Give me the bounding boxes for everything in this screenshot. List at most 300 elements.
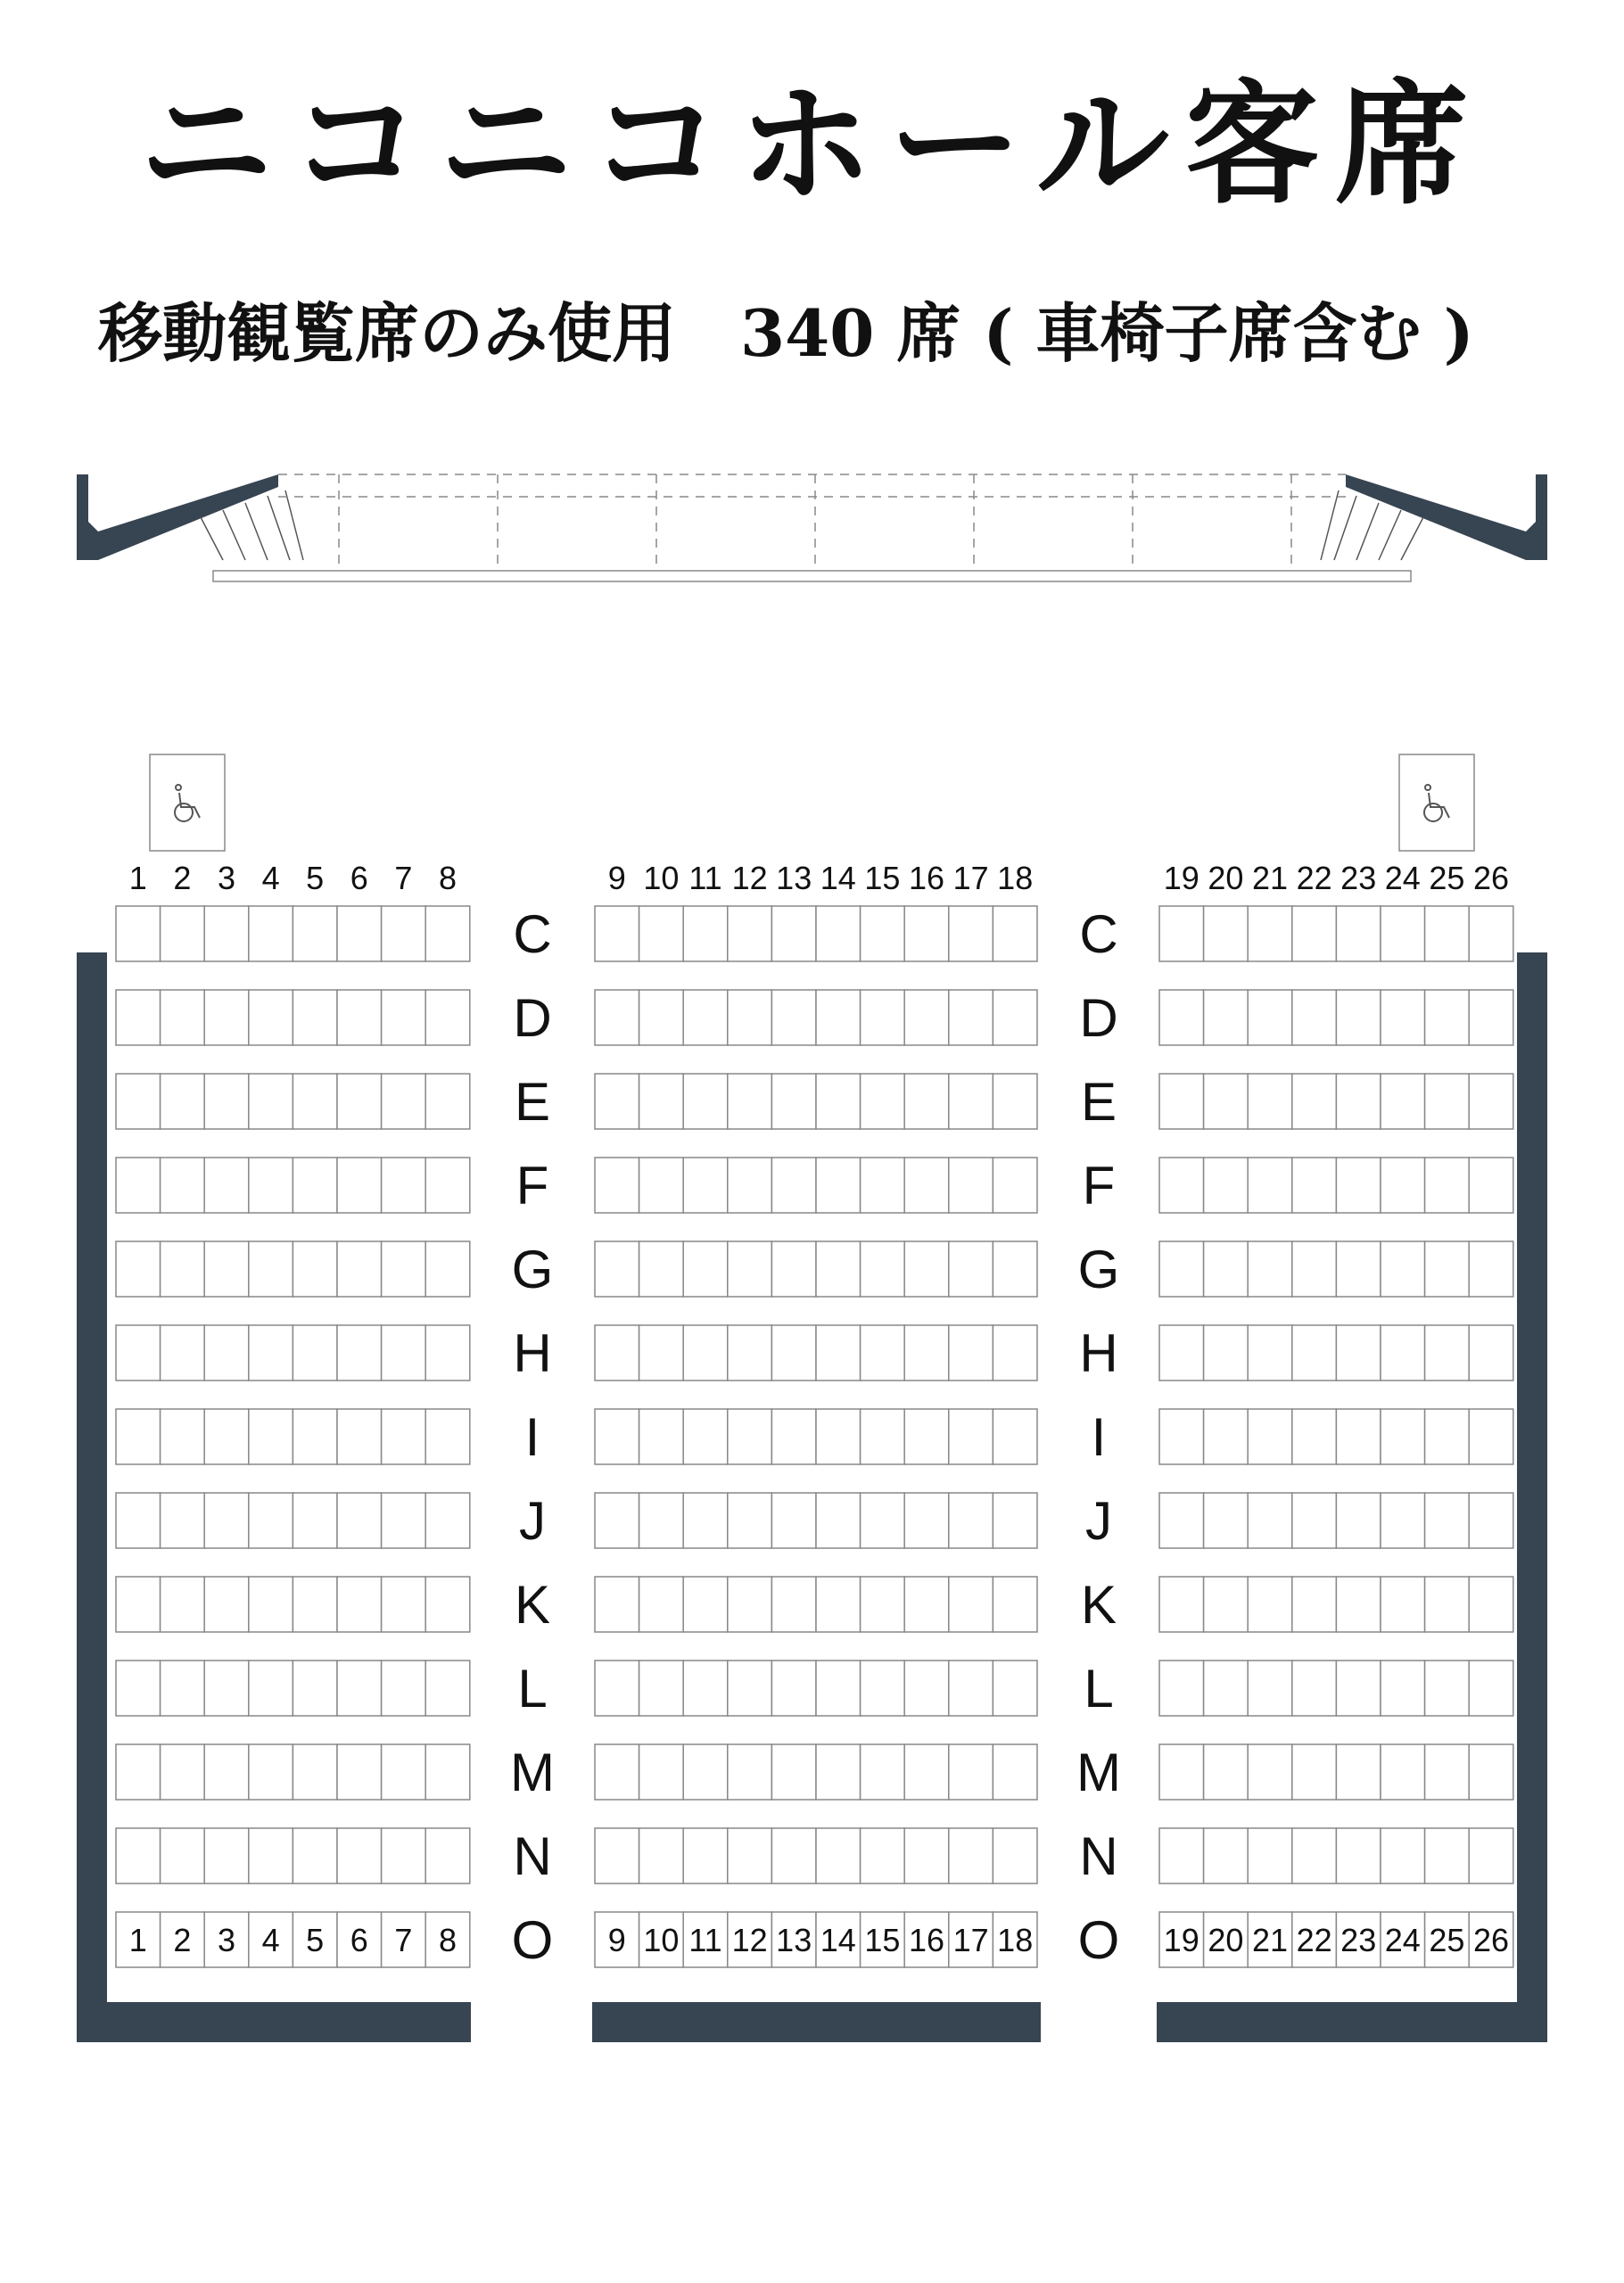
seat[interactable]	[1204, 1661, 1249, 1716]
seat[interactable]	[1336, 1325, 1381, 1381]
seat[interactable]	[595, 906, 639, 961]
seat[interactable]	[1425, 1744, 1470, 1800]
seat[interactable]	[816, 1661, 861, 1716]
seat[interactable]	[1159, 1074, 1204, 1129]
seat[interactable]	[993, 1661, 1037, 1716]
seat[interactable]	[1336, 1158, 1381, 1213]
seat[interactable]	[683, 1409, 728, 1464]
seat[interactable]	[1248, 1828, 1292, 1883]
seat[interactable]	[1336, 1241, 1381, 1297]
seat[interactable]	[1469, 1661, 1513, 1716]
seat[interactable]	[993, 990, 1037, 1045]
seat[interactable]	[861, 1493, 905, 1548]
seat[interactable]	[382, 1828, 426, 1883]
seat[interactable]	[249, 1158, 293, 1213]
seat[interactable]	[1469, 1158, 1513, 1213]
seat[interactable]	[1469, 1493, 1513, 1548]
seat[interactable]	[1381, 1493, 1425, 1548]
seat[interactable]	[425, 1661, 470, 1716]
seat[interactable]	[1469, 1744, 1513, 1800]
seat[interactable]	[1336, 1744, 1381, 1800]
seat[interactable]	[949, 1744, 993, 1800]
seat[interactable]	[204, 1577, 249, 1632]
seat[interactable]	[1425, 1661, 1470, 1716]
seat[interactable]	[1248, 1744, 1292, 1800]
seat[interactable]	[1425, 1325, 1470, 1381]
seat[interactable]	[1469, 1074, 1513, 1129]
seat[interactable]	[728, 1744, 772, 1800]
seat[interactable]	[337, 1661, 382, 1716]
seat[interactable]	[904, 1493, 949, 1548]
seat[interactable]	[1425, 990, 1470, 1045]
seat[interactable]	[425, 1493, 470, 1548]
seat[interactable]	[728, 1158, 772, 1213]
seat[interactable]	[949, 1577, 993, 1632]
seat[interactable]	[1292, 1409, 1337, 1464]
seat[interactable]	[904, 1325, 949, 1381]
seat[interactable]	[382, 990, 426, 1045]
seat[interactable]	[816, 1744, 861, 1800]
seat[interactable]	[993, 1158, 1037, 1213]
seat[interactable]	[204, 1661, 249, 1716]
seat[interactable]	[639, 1493, 684, 1548]
seat[interactable]	[1381, 1325, 1425, 1381]
seat[interactable]	[949, 1493, 993, 1548]
seat[interactable]	[204, 1409, 249, 1464]
seat[interactable]	[1336, 1493, 1381, 1548]
seat[interactable]	[1204, 1493, 1249, 1548]
seat[interactable]	[425, 1409, 470, 1464]
seat[interactable]	[337, 1158, 382, 1213]
seat[interactable]	[816, 990, 861, 1045]
seat[interactable]	[1425, 1577, 1470, 1632]
seat[interactable]	[595, 1744, 639, 1800]
seat[interactable]	[425, 1577, 470, 1632]
seat[interactable]	[1159, 1828, 1204, 1883]
seat[interactable]	[382, 906, 426, 961]
seat[interactable]	[1248, 1074, 1292, 1129]
seat[interactable]	[771, 906, 816, 961]
seat[interactable]	[1204, 1828, 1249, 1883]
seat[interactable]	[1336, 1409, 1381, 1464]
seat[interactable]	[116, 1577, 161, 1632]
seat[interactable]	[1292, 1744, 1337, 1800]
seat[interactable]	[161, 1409, 205, 1464]
seat[interactable]	[1469, 990, 1513, 1045]
seat[interactable]	[249, 906, 293, 961]
seat[interactable]	[728, 1325, 772, 1381]
seat[interactable]	[1204, 906, 1249, 961]
seat[interactable]	[904, 1158, 949, 1213]
seat[interactable]	[816, 1828, 861, 1883]
seat[interactable]	[1381, 1828, 1425, 1883]
seat[interactable]	[1336, 990, 1381, 1045]
seat[interactable]	[293, 1409, 337, 1464]
seat[interactable]	[204, 1158, 249, 1213]
seat[interactable]	[949, 1325, 993, 1381]
seat[interactable]	[861, 1828, 905, 1883]
seat[interactable]	[116, 1409, 161, 1464]
seat[interactable]	[904, 1661, 949, 1716]
seat[interactable]	[1159, 1158, 1204, 1213]
seat[interactable]	[728, 1241, 772, 1297]
seat[interactable]	[249, 1493, 293, 1548]
seat[interactable]	[595, 1661, 639, 1716]
seat[interactable]	[1336, 1074, 1381, 1129]
seat[interactable]	[683, 1241, 728, 1297]
seat[interactable]	[161, 1241, 205, 1297]
seat[interactable]	[993, 1493, 1037, 1548]
seat[interactable]	[161, 1744, 205, 1800]
seat[interactable]	[161, 906, 205, 961]
seat[interactable]	[771, 1661, 816, 1716]
seat[interactable]	[683, 1577, 728, 1632]
seat[interactable]	[1425, 1493, 1470, 1548]
seat[interactable]	[204, 906, 249, 961]
seat[interactable]	[683, 1158, 728, 1213]
seat[interactable]	[1381, 1241, 1425, 1297]
seat[interactable]	[1381, 1074, 1425, 1129]
seat[interactable]	[1292, 1241, 1337, 1297]
seat[interactable]	[337, 1744, 382, 1800]
seat[interactable]	[816, 1241, 861, 1297]
seat[interactable]	[425, 990, 470, 1045]
seat[interactable]	[1336, 1577, 1381, 1632]
seat[interactable]	[861, 906, 905, 961]
seat[interactable]	[204, 1828, 249, 1883]
seat[interactable]	[1292, 906, 1337, 961]
seat[interactable]	[861, 1744, 905, 1800]
seat[interactable]	[1336, 1828, 1381, 1883]
seat[interactable]	[595, 1577, 639, 1632]
seat[interactable]	[993, 1074, 1037, 1129]
seat[interactable]	[949, 1661, 993, 1716]
seat[interactable]	[904, 1074, 949, 1129]
seat[interactable]	[683, 1074, 728, 1129]
seat[interactable]	[1292, 1325, 1337, 1381]
seat[interactable]	[161, 990, 205, 1045]
seat[interactable]	[161, 1493, 205, 1548]
seat[interactable]	[771, 1325, 816, 1381]
seat[interactable]	[771, 1744, 816, 1800]
seat[interactable]	[771, 1158, 816, 1213]
seat[interactable]	[816, 1325, 861, 1381]
seat[interactable]	[161, 1577, 205, 1632]
seat[interactable]	[293, 1828, 337, 1883]
seat[interactable]	[1469, 906, 1513, 961]
seat[interactable]	[683, 990, 728, 1045]
seat[interactable]	[337, 1074, 382, 1129]
seat[interactable]	[293, 1158, 337, 1213]
seat[interactable]	[382, 1241, 426, 1297]
seat[interactable]	[293, 1241, 337, 1297]
seat[interactable]	[1469, 1325, 1513, 1381]
seat[interactable]	[116, 1661, 161, 1716]
seat[interactable]	[1425, 1409, 1470, 1464]
seat[interactable]	[683, 906, 728, 961]
seat[interactable]	[861, 990, 905, 1045]
seat[interactable]	[993, 1409, 1037, 1464]
seat[interactable]	[728, 990, 772, 1045]
seat[interactable]	[816, 1158, 861, 1213]
seat[interactable]	[904, 1409, 949, 1464]
seat[interactable]	[1292, 1074, 1337, 1129]
seat[interactable]	[116, 1158, 161, 1213]
seat[interactable]	[116, 1325, 161, 1381]
seat[interactable]	[249, 1074, 293, 1129]
seat[interactable]	[249, 1828, 293, 1883]
seat[interactable]	[161, 1325, 205, 1381]
seat[interactable]	[771, 1074, 816, 1129]
seat[interactable]	[116, 1744, 161, 1800]
seat[interactable]	[1204, 990, 1249, 1045]
seat[interactable]	[1425, 1828, 1470, 1883]
seat[interactable]	[293, 1744, 337, 1800]
seat[interactable]	[161, 1661, 205, 1716]
seat[interactable]	[728, 1493, 772, 1548]
seat[interactable]	[639, 1409, 684, 1464]
seat[interactable]	[639, 1074, 684, 1129]
seat[interactable]	[293, 1325, 337, 1381]
seat[interactable]	[1159, 1325, 1204, 1381]
seat[interactable]	[293, 1661, 337, 1716]
seat[interactable]	[949, 1409, 993, 1464]
seat[interactable]	[639, 990, 684, 1045]
seat[interactable]	[1204, 1241, 1249, 1297]
seat[interactable]	[1159, 990, 1204, 1045]
seat[interactable]	[204, 990, 249, 1045]
seat[interactable]	[1381, 990, 1425, 1045]
seat[interactable]	[293, 990, 337, 1045]
seat[interactable]	[728, 1828, 772, 1883]
seat[interactable]	[861, 1325, 905, 1381]
seat[interactable]	[337, 990, 382, 1045]
seat[interactable]	[683, 1744, 728, 1800]
seat[interactable]	[1248, 1661, 1292, 1716]
seat[interactable]	[249, 1241, 293, 1297]
seat[interactable]	[116, 1493, 161, 1548]
seat[interactable]	[683, 1661, 728, 1716]
seat[interactable]	[949, 1158, 993, 1213]
seat[interactable]	[382, 1325, 426, 1381]
seat[interactable]	[337, 1409, 382, 1464]
seat[interactable]	[639, 1661, 684, 1716]
seat[interactable]	[993, 1577, 1037, 1632]
seat[interactable]	[1248, 1158, 1292, 1213]
seat[interactable]	[639, 1241, 684, 1297]
seat[interactable]	[1381, 906, 1425, 961]
seat[interactable]	[382, 1493, 426, 1548]
seat[interactable]	[728, 1661, 772, 1716]
seat[interactable]	[1248, 1325, 1292, 1381]
seat[interactable]	[816, 1577, 861, 1632]
seat[interactable]	[1292, 1661, 1337, 1716]
seat[interactable]	[249, 1409, 293, 1464]
seat[interactable]	[816, 906, 861, 961]
seat[interactable]	[639, 1828, 684, 1883]
seat[interactable]	[425, 1744, 470, 1800]
seat[interactable]	[382, 1074, 426, 1129]
seat[interactable]	[816, 1493, 861, 1548]
seat[interactable]	[116, 1828, 161, 1883]
seat[interactable]	[1204, 1074, 1249, 1129]
seat[interactable]	[204, 1744, 249, 1800]
seat[interactable]	[904, 990, 949, 1045]
seat[interactable]	[1292, 1828, 1337, 1883]
seat[interactable]	[116, 1074, 161, 1129]
seat[interactable]	[425, 1325, 470, 1381]
seat[interactable]	[1204, 1325, 1249, 1381]
seat[interactable]	[949, 990, 993, 1045]
seat[interactable]	[904, 1241, 949, 1297]
seat[interactable]	[904, 1828, 949, 1883]
seat[interactable]	[861, 1577, 905, 1632]
seat[interactable]	[116, 990, 161, 1045]
seat[interactable]	[595, 1828, 639, 1883]
seat[interactable]	[639, 906, 684, 961]
seat[interactable]	[293, 1577, 337, 1632]
seat[interactable]	[595, 1074, 639, 1129]
seat[interactable]	[249, 1661, 293, 1716]
seat[interactable]	[816, 1409, 861, 1464]
seat[interactable]	[771, 1493, 816, 1548]
seat[interactable]	[683, 1325, 728, 1381]
seat[interactable]	[993, 1325, 1037, 1381]
seat[interactable]	[337, 1828, 382, 1883]
seat[interactable]	[337, 1241, 382, 1297]
seat[interactable]	[595, 1241, 639, 1297]
seat[interactable]	[683, 1828, 728, 1883]
seat[interactable]	[1425, 1158, 1470, 1213]
seat[interactable]	[949, 1828, 993, 1883]
seat[interactable]	[1292, 1158, 1337, 1213]
seat[interactable]	[1248, 1493, 1292, 1548]
seat[interactable]	[683, 1493, 728, 1548]
seat[interactable]	[116, 906, 161, 961]
seat[interactable]	[1159, 1744, 1204, 1800]
seat[interactable]	[1204, 1577, 1249, 1632]
seat[interactable]	[639, 1158, 684, 1213]
seat[interactable]	[949, 906, 993, 961]
seat[interactable]	[249, 990, 293, 1045]
seat[interactable]	[425, 1241, 470, 1297]
seat[interactable]	[861, 1158, 905, 1213]
seat[interactable]	[861, 1074, 905, 1129]
seat[interactable]	[728, 1409, 772, 1464]
seat[interactable]	[1292, 990, 1337, 1045]
seat[interactable]	[204, 1493, 249, 1548]
seat[interactable]	[595, 990, 639, 1045]
seat[interactable]	[1248, 990, 1292, 1045]
seat[interactable]	[1204, 1744, 1249, 1800]
seat[interactable]	[993, 906, 1037, 961]
seat[interactable]	[771, 1241, 816, 1297]
seat[interactable]	[1159, 1241, 1204, 1297]
seat[interactable]	[1292, 1493, 1337, 1548]
seat[interactable]	[771, 1828, 816, 1883]
seat[interactable]	[337, 1577, 382, 1632]
seat[interactable]	[595, 1325, 639, 1381]
seat[interactable]	[595, 1409, 639, 1464]
seat[interactable]	[1159, 1409, 1204, 1464]
seat[interactable]	[204, 1074, 249, 1129]
seat[interactable]	[425, 1828, 470, 1883]
seat[interactable]	[293, 1074, 337, 1129]
seat[interactable]	[425, 1074, 470, 1129]
seat[interactable]	[1381, 1661, 1425, 1716]
seat[interactable]	[595, 1493, 639, 1548]
seat[interactable]	[337, 906, 382, 961]
seat[interactable]	[771, 1409, 816, 1464]
seat[interactable]	[1425, 1241, 1470, 1297]
seat[interactable]	[161, 1074, 205, 1129]
seat[interactable]	[1248, 906, 1292, 961]
seat[interactable]	[249, 1325, 293, 1381]
seat[interactable]	[949, 1241, 993, 1297]
seat[interactable]	[595, 1158, 639, 1213]
seat[interactable]	[1292, 1577, 1337, 1632]
seat[interactable]	[1159, 1493, 1204, 1548]
seat[interactable]	[161, 1828, 205, 1883]
seat[interactable]	[993, 1241, 1037, 1297]
seat[interactable]	[161, 1158, 205, 1213]
seat[interactable]	[1381, 1409, 1425, 1464]
seat[interactable]	[904, 906, 949, 961]
seat[interactable]	[639, 1577, 684, 1632]
seat[interactable]	[337, 1325, 382, 1381]
seat[interactable]	[382, 1661, 426, 1716]
seat[interactable]	[1381, 1577, 1425, 1632]
seat[interactable]	[816, 1074, 861, 1129]
seat[interactable]	[1469, 1409, 1513, 1464]
seat[interactable]	[1159, 1577, 1204, 1632]
seat[interactable]	[1381, 1158, 1425, 1213]
seat[interactable]	[425, 1158, 470, 1213]
seat[interactable]	[337, 1493, 382, 1548]
seat[interactable]	[1248, 1577, 1292, 1632]
seat[interactable]	[1469, 1828, 1513, 1883]
seat[interactable]	[728, 1577, 772, 1632]
seat[interactable]	[293, 906, 337, 961]
seat[interactable]	[425, 906, 470, 961]
seat[interactable]	[639, 1744, 684, 1800]
seat[interactable]	[993, 1744, 1037, 1800]
seat[interactable]	[1469, 1241, 1513, 1297]
seat[interactable]	[1204, 1158, 1249, 1213]
seat[interactable]	[382, 1577, 426, 1632]
seat[interactable]	[1248, 1409, 1292, 1464]
seat[interactable]	[1425, 1074, 1470, 1129]
seat[interactable]	[116, 1241, 161, 1297]
seat[interactable]	[861, 1241, 905, 1297]
seat[interactable]	[771, 1577, 816, 1632]
seat[interactable]	[204, 1325, 249, 1381]
seat[interactable]	[861, 1661, 905, 1716]
seat[interactable]	[382, 1158, 426, 1213]
seat[interactable]	[861, 1409, 905, 1464]
seat[interactable]	[382, 1744, 426, 1800]
seat[interactable]	[639, 1325, 684, 1381]
seat[interactable]	[1248, 1241, 1292, 1297]
seat[interactable]	[204, 1241, 249, 1297]
seat[interactable]	[293, 1493, 337, 1548]
seat[interactable]	[949, 1074, 993, 1129]
seat[interactable]	[1159, 1661, 1204, 1716]
seat[interactable]	[904, 1744, 949, 1800]
seat[interactable]	[728, 906, 772, 961]
seat[interactable]	[771, 990, 816, 1045]
seat[interactable]	[1159, 906, 1204, 961]
